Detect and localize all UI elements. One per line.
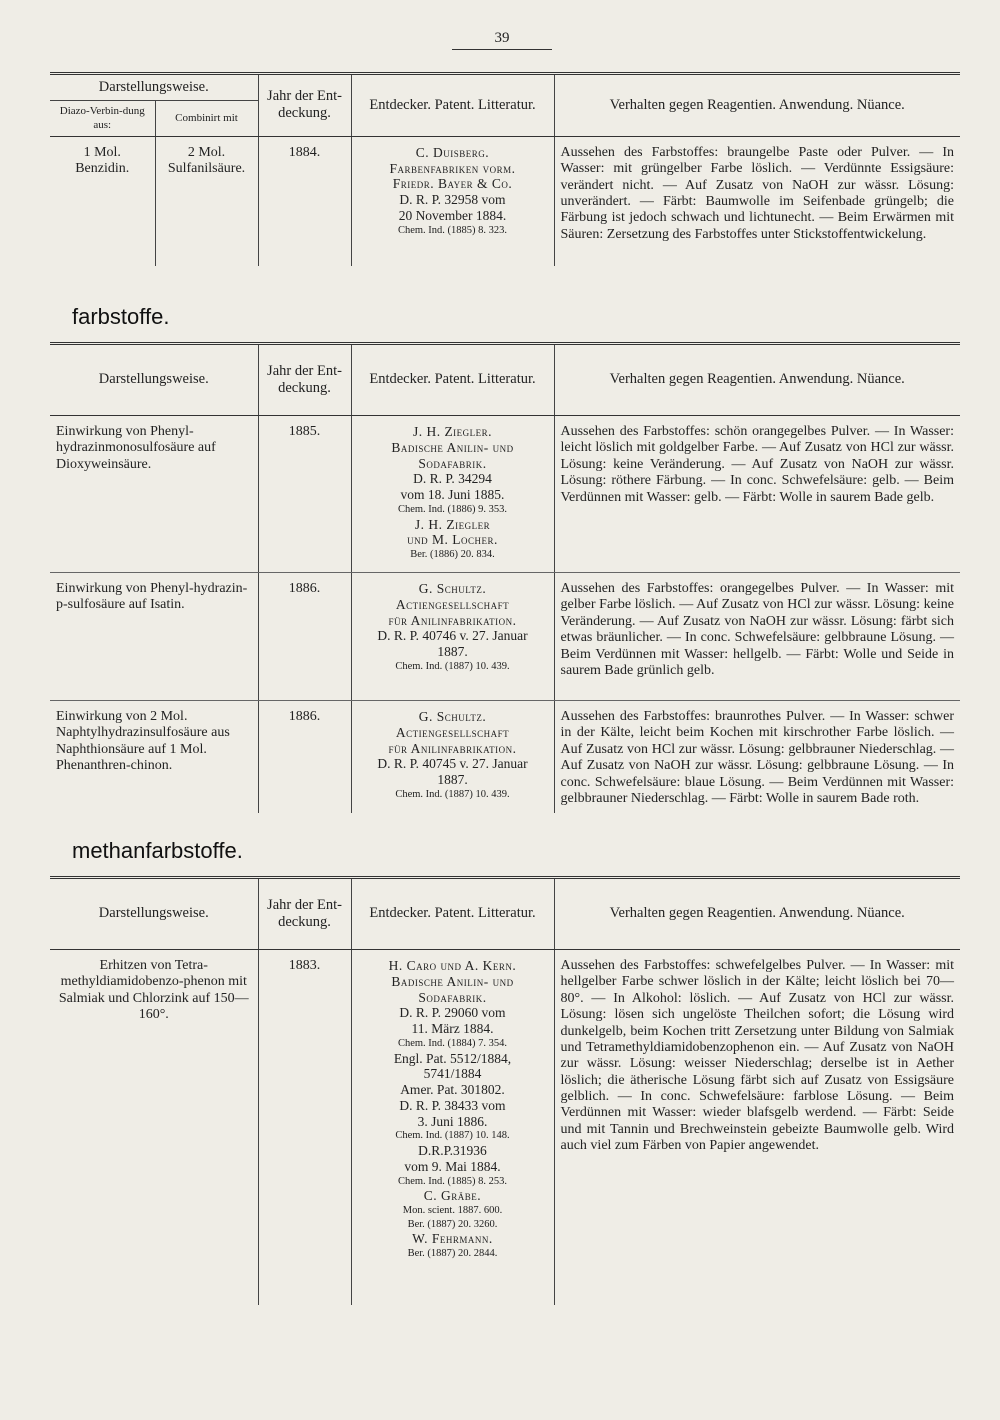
entdecker-cell: C. Duisberg. Farbenfabriken vorm. Friedr. Bayer & Co. D. R. P. 32958 vom 20 November 1884. Chem. Ind. (1885) 8. 323. xyxy=(351,136,554,266)
header-verhalten: Verhalten gegen Reagentien. Anwendung. Nüance. xyxy=(554,878,960,950)
year-cell: 1886. xyxy=(258,701,351,814)
header-verhalten: Verhalten gegen Reagentien. Anwendung. Nüance. xyxy=(554,344,960,416)
combinirt-cell: 2 Mol. Sulfanilsäure. xyxy=(155,136,258,266)
entdecker-cell: G. Schultz. Actiengesellschaft für Anilinfabrikation. D. R. P. 40746 v. 27. Januar 1887. Chem. Ind. (1887) 10. 439. xyxy=(351,573,554,701)
diazo-cell: 1 Mol. Benzidin. xyxy=(50,136,155,266)
header-entdecker: Entdecker. Patent. Litteratur. xyxy=(351,74,554,137)
header-combinirt: Combinirt mit xyxy=(155,101,258,136)
header-entdecker: Entdecker. Patent. Litteratur. xyxy=(351,344,554,416)
reagents-cell: Aussehen des Farbstoffes: braunrothes Pulver. — In Wasser: schwer in der Kälte, leicht beim Kochen mit kirschrother Farbe löslich. — Auf Zusatz von HCl zur wässr. Lösung: gelbbrauner Niederschlag. — Auf Zusatz von NaOH zur wässr. Lösung: gelbbraune Lösung. — In conc. Schwefelsäure: blaue Lösung. — Beim Verdünnen mit Wasser: gelbbrauner Niederschlag. — Färbt: Wolle in saurem Bade roth. xyxy=(560,709,954,806)
header-darstellung: Darstellungsweise. xyxy=(50,344,258,416)
header-diazo: Diazo-Verbin-dung aus: xyxy=(50,101,155,136)
table-row xyxy=(50,416,960,573)
year-cell: 1885. xyxy=(258,416,351,573)
header-entdecker: Entdecker. Patent. Litteratur. xyxy=(351,878,554,950)
reagents-cell: Aussehen des Farbstoffes: schön orangegelbes Pulver. — In Wasser: leicht löslich mit goldgelber Farbe. — Auf Zusatz von HCl zur wässr. Lösung: keine Veränderung. — Auf Zusatz von NaOH zur wässr. Lösung: röthere Färbung. — In conc. Schwefelsäure: gelb. — Beim Verdünnen mit Wasser: gelb. — Färbt: Wolle in saurem Bade gelb. xyxy=(554,416,960,573)
table-methanfarbstoffe xyxy=(50,876,960,1305)
reagents-cell: Aussehen des Farbstoffes: schwefelgelbes Pulver. — In Wasser: mit hellgelber Farbe schwer löslich in der Kälte; leicht löslich bei 70—80°. — In Alkohol: löslich. — Auf Zusatz von HCl zur wässr. Lösung: lösen sich ungelöste Theilchen sofort; die Lösung wird dunkelgelb, beim Kochen tritt Zersetzung unter Bildung von Salmiak und Tetramethyldiamidobenzophenon ein. — Auf Zusatz von NaOH zur wässr. Lösung: weisser Niederschlag; derselbe ist in Aether löslich; die ätherische Lösung färbt sich auf Zusatz von Essigsäure gelblich. — In conc. Schwefelsäure: farblose Lösung. — Beim Verdünnen mit Wasser: wieder blafsgelb werdend. — Färbt: Seide und mit Tannin und Brechweinstein gebeizte Baumwolle gelb. Wird auch viel zum Färben von Papier angewendet. xyxy=(560,958,954,1154)
section-title: methanfarbstoffe. xyxy=(72,838,243,863)
entdecker-cell: G. Schultz. Actiengesellschaft für Anilinfabrikation. D. R. P. 40745 v. 27. Januar 1887. Chem. Ind. (1887) 10. 439. xyxy=(351,701,554,814)
entdecker-cell: H. Caro und A. Kern. Badische Anilin- und Sodafabrik. D. R. P. 29060 vom 11. März 1884. Chem. Ind. (1884) 7. 354. Engl. Pat. 5512/1884, 5741/1884 Amer. Pat. 301802. D. R. P. 38433 vom 3. Juni 1886. Chem. Ind. (1887) 10. 148. D.R.P.31936 vom 9. Mai 1884. Chem. Ind. (1885) 8. 253. C. Gräbe. Mon. scient. 1887. 600. Ber. (1887) 20. 3260. W. Fehrmann. Ber. (1887) 20. 2844. xyxy=(351,950,554,1305)
reagents-cell: Aussehen des Farbstoffes: braungelbe Paste oder Pulver. — In Wasser: mit grüngelber Farbe löslich. — Verdünnte Essigsäure: verändert nicht. — Auf Zusatz von NaOH zur wässr. Lösung: unverändert. — Färbt: Baumwolle im Seifenbade grüngelb; die Färbung ist jedoch schwach und lichtunecht. — Beim Erwärmen mit Säuren: Zersetzung des Farbstoffes unter Stickstoffentwickelung. xyxy=(560,144,954,242)
header-darstellung: Darstellungsweise. xyxy=(50,878,258,950)
table-row xyxy=(50,701,960,814)
year-cell: 1884. xyxy=(258,136,351,266)
header-jahr: Jahr der Ent-deckung. xyxy=(258,878,351,950)
table-row xyxy=(50,136,960,266)
table-row xyxy=(50,573,960,701)
header-jahr: Jahr der Ent-deckung. xyxy=(258,344,351,416)
entdecker-cell: J. H. Ziegler. Badische Anilin- und Sodafabrik. D. R. P. 34294 vom 18. Juni 1885. Chem. Ind. (1886) 9. 353. J. H. Ziegler und M. Locher. Ber. (1886) 20. 834. xyxy=(351,416,554,573)
reagents-cell: Aussehen des Farbstoffes: orangegelbes Pulver. — In Wasser: mit gelber Farbe löslich. — Auf Zusatz von HCl zur wässr. Lösung: keine Veränderung. — Auf Zusatz von NaOH zur wässr. Lösung: färbt sich etwas bräunlicher. — In conc. Schwefelsäure: gelbbraune Lösung. — Beim Verdünnen mit Wasser: hellgelb. — Färbt: Wolle und Seide in saurem Bade grünlich gelb. xyxy=(554,573,960,701)
year-cell: 1883. xyxy=(258,950,351,1305)
header-jahr: Jahr der Ent-deckung. xyxy=(258,74,351,137)
page-number: 39 xyxy=(452,30,552,50)
desc-cell: Einwirkung von 2 Mol. Naphtylhydrazinsulfosäure aus Naphthionsäure auf 1 Mol. Phenanthren-chinon. xyxy=(50,701,258,814)
table-row xyxy=(50,950,960,1305)
desc-cell: Einwirkung von Phenyl-hydrazinmonosulfosäure auf Dioxyweinsäure. xyxy=(50,416,258,573)
year-cell: 1886. xyxy=(258,573,351,701)
section-title: farbstoffe. xyxy=(72,304,170,329)
header-verhalten: Verhalten gegen Reagentien. Anwendung. Nüance. xyxy=(554,74,960,137)
desc-cell: Erhitzen von Tetra-methyldiamidobenzo-phenon mit Salmiak und Chlorzink auf 150—160°. xyxy=(50,950,258,1305)
table-farbstoffe xyxy=(50,342,960,813)
table-benzidin xyxy=(50,72,960,266)
desc-cell: Einwirkung von Phenyl-hydrazin-p-sulfosäure auf Isatin. xyxy=(50,573,258,701)
header-darstellung: Darstellungsweise. xyxy=(50,74,258,101)
